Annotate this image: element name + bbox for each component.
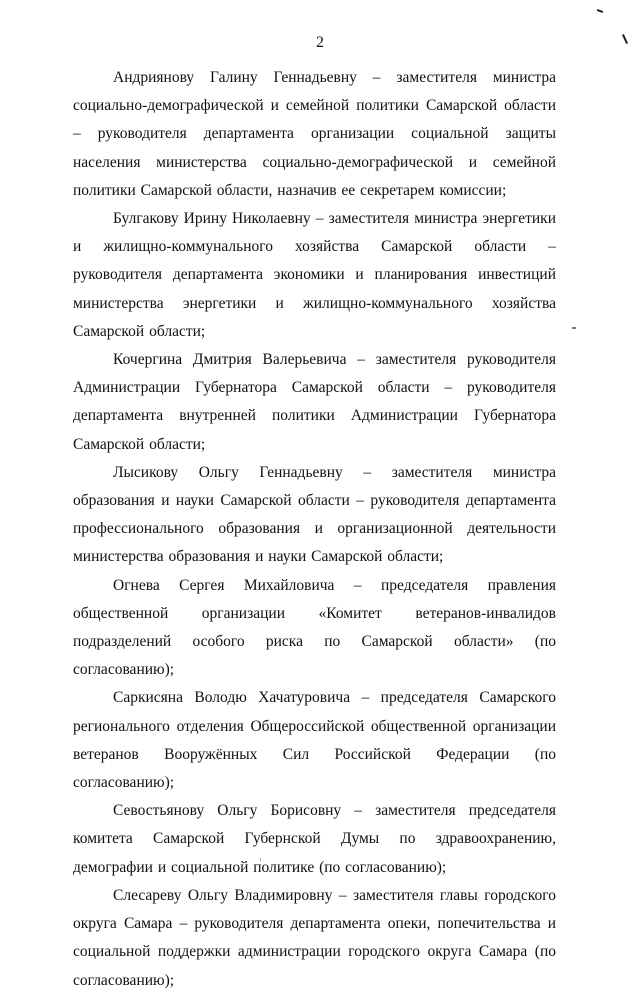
scan-artifact-mark	[597, 9, 603, 13]
page-number: 2	[316, 34, 324, 51]
member-paragraph: Кочергина Дмитрия Валерьевича – заместителя руководителя Администрации Губернатора Самарской области – руководителя департамента внутренней политики Администрации Губернатора Самарской области;	[73, 351, 556, 453]
member-paragraph: Лысикову Ольгу Геннадьевну – заместителя министра образования и науки Самарской области – руководителя департамента профессионального образования и организационной деятельности министерства образования и науки Самарской области;	[73, 463, 556, 566]
scan-artifact-mark	[572, 327, 576, 329]
member-paragraph: Саркисяна Володю Хачатуровича – председателя Самарского регионального отделения Общероссийской общественной организации ветеранов Вооружённых Сил Российской Федерации (по согласованию);	[73, 689, 556, 792]
document-body	[73, 64, 556, 995]
member-paragraph: Булгакову Ирину Николаевну – заместителя министра энергетики и жилищно-коммунального хозяйства Самарской области – руководителя департамента экономики и планирования инвестиций министерства энергетики и жилищно-коммунального хозяйства Самарской области;	[73, 210, 556, 340]
member-paragraph: Андриянову Галину Геннадьевну – заместителя министра социально-демографической и семейной политики Самарской области – руководителя департамента организации социальной защиты населения министерства социально-демографической и семейной политики Самарской области, назначив ее секретарем комиссии;	[73, 69, 556, 199]
member-paragraph: Слесареву Ольгу Владимировну – заместителя главы городского округа Самара – руководителя департамента опеки, попечительства и социальной поддержки администрации городского округа Самара (по согласованию);	[73, 886, 556, 989]
member-paragraph: Огнева Сергея Михайловича – председателя правления общественной организации «Комитет ветеранов-инвалидов подразделений особого риска по Самарской области» (по согласованию);	[73, 576, 556, 679]
member-paragraph: Севостьянову Ольгу Борисовну – заместителя председателя комитета Самарской Губернской Думы по здравоохранению, демографии и социальной политике (по согласованию);	[73, 802, 556, 876]
